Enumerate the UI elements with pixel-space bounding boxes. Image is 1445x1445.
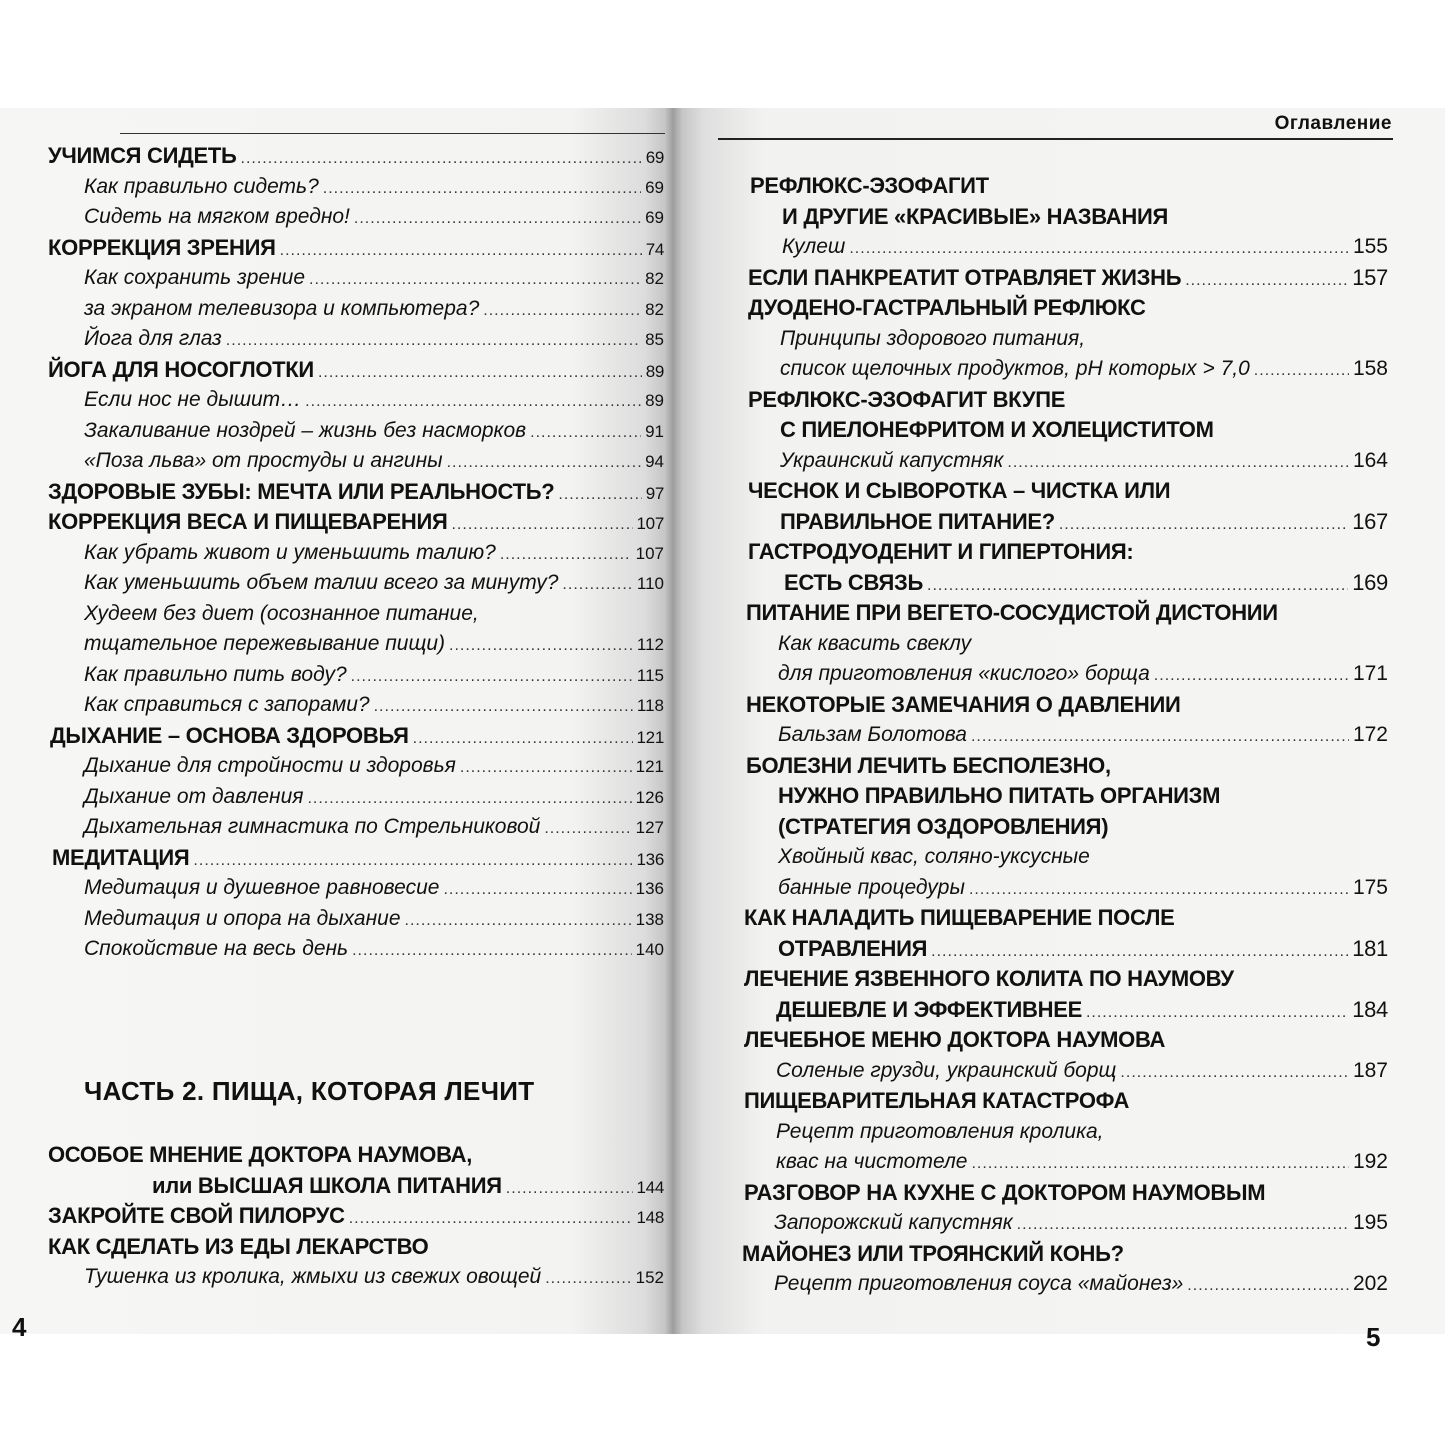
- toc-entry-title: Как справиться с запорами?: [84, 693, 370, 716]
- toc-heading: [0, 568, 1390, 599]
- toc-heading: [0, 690, 1390, 721]
- toc-entry-title: Запорожский капустняк: [774, 1211, 1013, 1234]
- toc-entry-title: ЕСТЬ СВЯЗЬ: [784, 569, 924, 595]
- toc-page-number: 184: [1352, 996, 1388, 1022]
- toc-entry-title: «Поза льва» от простуды и ангины: [84, 449, 443, 472]
- toc-entry-title: Соленые грузди, украинский борщ: [776, 1058, 1117, 1082]
- toc-page-number: 187: [1352, 1058, 1388, 1082]
- toc-entry-title: Дыхательная гимнастика по Стрельниковой: [84, 815, 541, 838]
- toc-entry-title: Бальзам Болотова: [778, 723, 967, 746]
- toc-heading: [0, 964, 1390, 995]
- toc-subentry: [0, 659, 1390, 690]
- toc-page-number: 69: [645, 148, 664, 167]
- toc-entry-title: Рецепт приготовления соуса «майонез»: [774, 1272, 1184, 1295]
- toc-entry-title: КАК СДЕЛАТЬ ИЗ ЕДЫ ЛЕКАРСТВО: [48, 1233, 429, 1259]
- toc-entry-title: ЛЕЧЕБНОЕ МЕНЮ ДОКТОРА НАУМОВА: [744, 1027, 1166, 1052]
- toc-page-number: 115: [636, 665, 664, 685]
- dot-leader: [931, 937, 1348, 968]
- toc-page-number: 148: [636, 1208, 664, 1227]
- right-header-rule: [718, 138, 1393, 140]
- toc-entry-title: КОРРЕКЦИЯ ВЕСА И ПИЩЕВАРЕНИЯ: [48, 509, 448, 534]
- toc-heading: [0, 1178, 1390, 1209]
- toc-page-number: 181: [1352, 935, 1388, 961]
- toc-entry-title: для приготовления «кислого» борща: [778, 662, 1150, 685]
- toc-page-number: 192: [1352, 1150, 1388, 1173]
- toc-entry-title: ОСОБОЕ МНЕНИЕ ДОКТОРА НАУМОВА,: [48, 1142, 473, 1167]
- toc-subentry: [0, 1269, 1390, 1300]
- toc-page-number: 89: [645, 361, 664, 381]
- toc-entry-title: ЧЕСНОК И СЫВОРОТКА – ЧИСТКА ИЛИ: [748, 478, 1171, 503]
- dot-leader: [971, 722, 1349, 753]
- toc-entry-title: Дыхание для стройности и здоровья: [84, 754, 456, 777]
- toc-entry-title: ОТРАВЛЕНИЯ: [778, 935, 928, 961]
- toc-entry-title: ДЫХАНИЕ – ОСНОВА ЗДОРОВЬЯ: [50, 722, 409, 748]
- toc-page-number: 136: [635, 879, 664, 898]
- toc-entry-title: ДЕШЕВЛЕ И ЭФФЕКТИВНЕЕ: [776, 996, 1082, 1022]
- toc-heading: [0, 476, 1390, 507]
- toc-entry-title: Дыхание от давления: [84, 784, 304, 808]
- dot-leader: [1120, 1058, 1349, 1089]
- toc-page-number: 107: [635, 543, 664, 563]
- dot-leader: [1154, 661, 1349, 692]
- dot-leader: [1007, 448, 1349, 479]
- toc-page-number: 94: [645, 452, 664, 471]
- toc-subentry: [0, 629, 1390, 660]
- toc-page-number: 97: [645, 483, 664, 503]
- toc-entry-title: банные процедуры: [778, 875, 965, 899]
- toc-heading: [0, 812, 1390, 843]
- toc-subentry: [0, 1147, 1390, 1178]
- toc-heading: [0, 934, 1390, 965]
- toc-subentry: [0, 720, 1390, 751]
- toc-heading: [0, 781, 1390, 812]
- toc-page-number: 155: [1352, 235, 1388, 258]
- dot-leader: [241, 144, 642, 175]
- toc-entry-title: Йога для глаз: [84, 327, 222, 350]
- toc-page-number: 69: [645, 177, 664, 197]
- toc-page-number: 82: [645, 269, 664, 288]
- toc-page-number: 157: [1352, 264, 1388, 290]
- toc-page-number: 91: [645, 421, 664, 441]
- toc-entry-title: Как правильно пить воду?: [84, 662, 347, 686]
- toc-entry-title: Медитация и опора на дыхание: [84, 906, 401, 930]
- toc-heading: [0, 507, 1390, 538]
- toc-entry-title: РАЗГОВОР НА КУХНЕ С ДОКТОРОМ НАУМОВЫМ: [744, 1179, 1266, 1205]
- toc-entry-title: МЕДИТАЦИЯ: [52, 844, 190, 870]
- toc-entry-title: Если нос не дышит…: [84, 388, 302, 411]
- toc-entry-title: Хвойный квас, соляно-уксусные: [778, 845, 1090, 868]
- toc-subentry: [0, 446, 1390, 477]
- toc-page-number: 167: [1352, 508, 1388, 534]
- toc-entry-title: УЧИМСЯ СИДЕТЬ: [48, 143, 237, 168]
- toc-entry-title: РЕФЛЮКС-ЭЗОФАГИТ: [750, 173, 989, 198]
- toc-entry-title: Спокойствие на весь день: [84, 937, 349, 960]
- toc-heading: [0, 141, 667, 172]
- dot-leader: [1185, 266, 1348, 297]
- left-page-number: 4: [12, 1312, 27, 1342]
- toc-subentry: [0, 1208, 1390, 1239]
- toc-subentry: [0, 1056, 1390, 1087]
- toc-entry-title: Украинский капустняк: [780, 448, 1004, 472]
- toc-heading: [0, 385, 1390, 416]
- toc-entry-title: Как убрать живот и уменьшить талию?: [84, 540, 496, 564]
- toc-entry-title: НЕКОТОРЫЕ ЗАМЕЧАНИЯ О ДАВЛЕНИИ: [746, 691, 1181, 717]
- toc-page-number: 127: [635, 818, 664, 837]
- toc-entry-title: Рецепт приготовления кролика,: [776, 1119, 1104, 1143]
- dot-leader: [971, 1149, 1348, 1180]
- toc-page-number: 89: [645, 391, 664, 410]
- toc-subentry: [0, 354, 1390, 385]
- toc-entry-title: Тушенка из кролика, жмыхи из свежих овощей: [84, 1265, 542, 1288]
- toc-page-number: 152: [635, 1268, 664, 1287]
- toc-entry-title: Как сохранить зрение: [84, 266, 306, 289]
- dot-leader: [1059, 510, 1348, 541]
- toc-entry-title: (СТРАТЕГИЯ ОЗДОРОВЛЕНИЯ): [778, 813, 1109, 839]
- running-header-title: Оглавление: [1274, 113, 1392, 134]
- toc-entry-title: Сидеть на мягком вредно!: [84, 205, 350, 228]
- toc-heading: [0, 1086, 1390, 1117]
- toc-entry-title: Как уменьшить объем талии всего за минуту?: [84, 571, 559, 594]
- toc-entry-title: ЙОГА ДЛЯ НОСОГЛОТКИ: [48, 356, 314, 382]
- toc-entry-title: Закаливание ноздрей – жизнь без насморков: [84, 418, 527, 442]
- toc-entry-title: ПИТАНИЕ ПРИ ВЕГЕТО-СОСУДИСТОЙ ДИСТОНИИ: [746, 600, 1278, 625]
- toc-page-number: 172: [1352, 723, 1388, 746]
- toc-page-number: 82: [645, 299, 664, 319]
- toc-page-number: 171: [1352, 662, 1388, 685]
- dot-leader: [1086, 998, 1348, 1029]
- toc-heading: [0, 903, 1390, 934]
- toc-page-number: 118: [636, 696, 664, 715]
- toc-entry-title: тщательное пережевывание пищи): [84, 632, 445, 655]
- toc-page-number: 136: [636, 849, 664, 869]
- toc-heading: [0, 598, 1390, 629]
- toc-entry-title: Как квасить свеклу: [778, 631, 972, 655]
- toc-page-number: 110: [636, 574, 664, 593]
- toc-entry-title: И ДРУГИЕ «КРАСИВЫЕ» НАЗВАНИЯ: [782, 203, 1168, 229]
- toc-heading: [0, 171, 1390, 202]
- dot-leader: [1254, 356, 1349, 387]
- toc-page-number: 195: [1352, 1211, 1388, 1234]
- toc-page-number: 74: [645, 239, 664, 259]
- toc-page-number: 126: [635, 787, 664, 807]
- toc-heading: [0, 263, 1390, 294]
- toc-page-number: 138: [635, 909, 664, 929]
- toc-page-number: 85: [645, 330, 664, 349]
- toc-subentry: [0, 324, 1390, 355]
- toc-heading: [0, 1239, 1390, 1270]
- toc-heading: [0, 202, 1390, 233]
- toc-entry-title: ДУОДЕНО-ГАСТРАЛЬНЫЙ РЕФЛЮКС: [748, 295, 1146, 320]
- toc-heading: [0, 415, 1390, 446]
- toc-page-number: 121: [636, 727, 664, 747]
- toc-page-number: 169: [1352, 569, 1388, 595]
- toc-entry-title: Худеем без диет (осознанное питание,: [84, 601, 479, 625]
- toc-entry-title: Как правильно сидеть?: [84, 174, 319, 198]
- toc-entry-title: или ВЫСШАЯ ШКОЛА ПИТАНИЯ: [152, 1172, 502, 1198]
- toc-entry-title: Принципы здорового питания,: [780, 326, 1086, 350]
- toc-entry-title: ЕСЛИ ПАНКРЕАТИТ ОТРАВЛЯЕТ ЖИЗНЬ: [748, 264, 1182, 290]
- toc-entry-title: ЗДОРОВЫЕ ЗУБЫ: МЕЧТА ИЛИ РЕАЛЬНОСТЬ?: [48, 478, 555, 504]
- dot-leader: [849, 234, 1349, 265]
- toc-entry-title: МАЙОНЕЗ ИЛИ ТРОЯНСКИЙ КОНЬ?: [742, 1240, 1124, 1266]
- toc-page-number: 144: [636, 1177, 664, 1197]
- toc-entry-title: ЗАКРОЙТЕ СВОЙ ПИЛОРУС: [48, 1203, 345, 1228]
- toc-heading: [0, 1025, 1390, 1056]
- toc-entry-title: НУЖНО ПРАВИЛЬНО ПИТАТЬ ОРГАНИЗМ: [778, 783, 1221, 808]
- toc-heading: [0, 293, 1390, 324]
- toc-page-number: 69: [645, 208, 664, 227]
- left-header-rule: [120, 133, 665, 134]
- toc-entry-title: ПИЩЕВАРИТЕЛЬНАЯ КАТАСТРОФА: [744, 1088, 1130, 1113]
- toc-entry-title: список щелочных продуктов, pH которых > 7,0: [780, 357, 1250, 380]
- toc-entry-title: С ПИЕЛОНЕФРИТОМ И ХОЛЕЦИСТИТОМ: [780, 417, 1214, 442]
- toc-entry-title: ЛЕЧЕНИЕ ЯЗВЕННОГО КОЛИТА ПО НАУМОВУ: [744, 966, 1234, 991]
- toc-page-number: 121: [635, 757, 664, 776]
- toc-page-number: 175: [1352, 875, 1388, 899]
- toc-entry-title: за экраном телевизора и компьютера?: [84, 296, 480, 320]
- toc-subentry: [0, 873, 1390, 904]
- toc-page-number: 202: [1352, 1272, 1388, 1295]
- right-page-number: 5: [1366, 1322, 1381, 1352]
- toc-page-number: 112: [636, 635, 664, 654]
- right-toc: [0, 171, 1390, 1300]
- toc-heading: [0, 995, 1390, 1026]
- toc-entry-title: ГАСТРОДУОДЕНИТ И ГИПЕРТОНИЯ:: [748, 539, 1134, 564]
- toc-entry-title: КАК НАЛАДИТЬ ПИЩЕВАРЕНИЕ ПОСЛЕ: [744, 905, 1175, 930]
- toc-subentry: [0, 842, 1390, 873]
- part-title: ЧАСТЬ 2. ПИЩА, КОТОРАЯ ЛЕЧИТ: [84, 1076, 535, 1106]
- toc-page-number: 164: [1352, 448, 1388, 472]
- dot-leader: [927, 571, 1348, 602]
- toc-page-number: 158: [1352, 357, 1388, 380]
- toc-entry-title: ПРАВИЛЬНОЕ ПИТАНИЕ?: [780, 508, 1055, 534]
- dot-leader: [1017, 1210, 1349, 1241]
- toc-entry-title: КОРРЕКЦИЯ ЗРЕНИЯ: [48, 234, 276, 260]
- toc-heading: [0, 751, 1390, 782]
- toc-subentry: [0, 232, 1390, 263]
- toc-entry-title: Медитация и душевное равновесие: [84, 876, 440, 899]
- toc-entry-title: квас на чистотеле: [776, 1150, 968, 1173]
- dot-leader: [969, 875, 1349, 906]
- toc-entry-title: Кулеш: [782, 235, 846, 258]
- toc-page-number: 107: [636, 514, 664, 533]
- toc-page-number: 140: [635, 940, 664, 959]
- dot-leader: [1187, 1271, 1349, 1302]
- toc-entry-title: РЕФЛЮКС-ЭЗОФАГИТ ВКУПЕ: [748, 386, 1066, 412]
- toc-heading: [0, 537, 1390, 568]
- toc-entry-title: БОЛЕЗНИ ЛЕЧИТЬ БЕСПОЛЕЗНО,: [746, 752, 1111, 778]
- toc-subentry: [0, 1117, 1390, 1148]
